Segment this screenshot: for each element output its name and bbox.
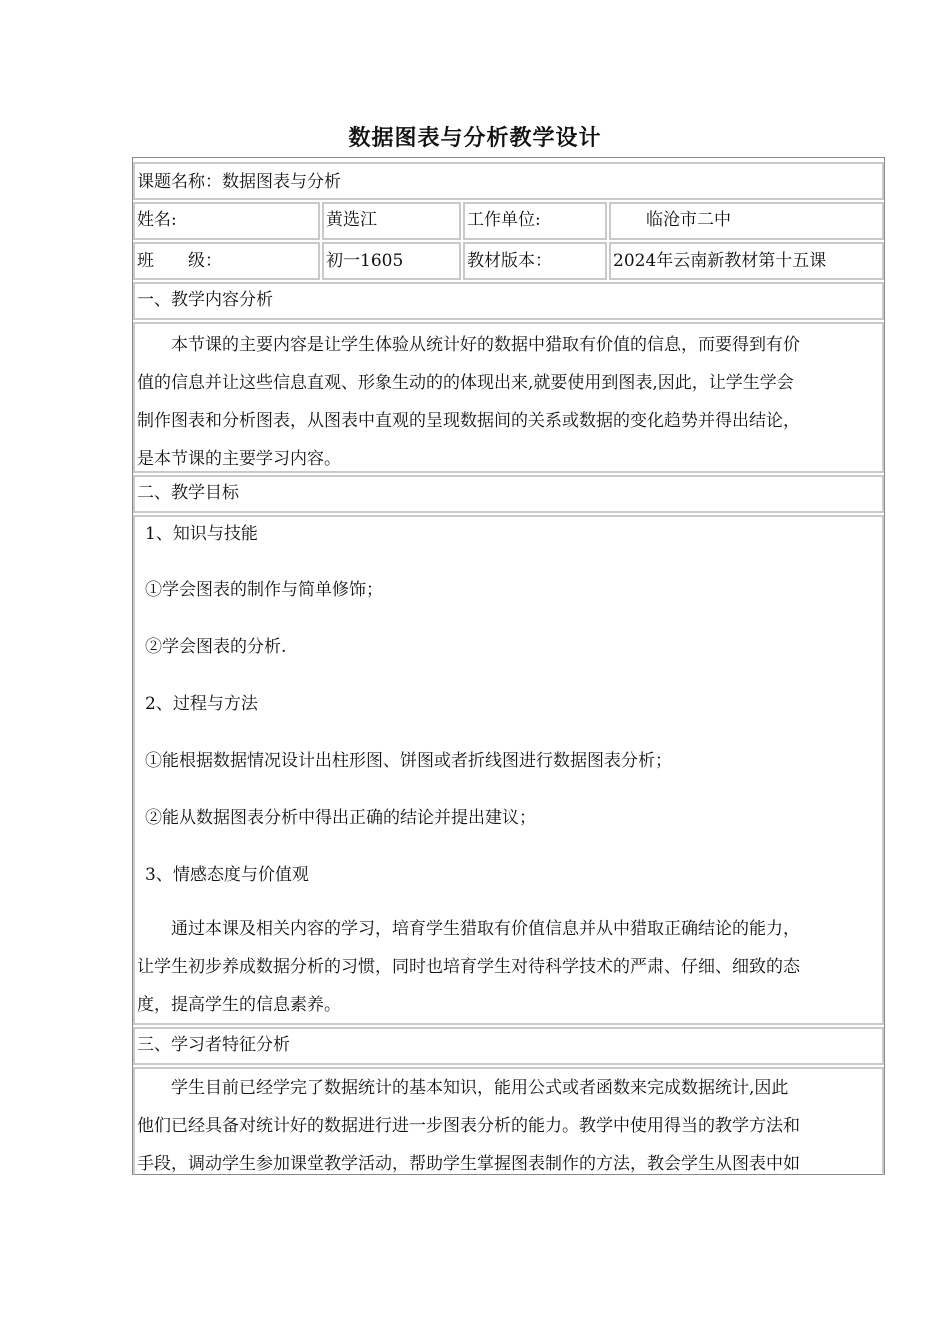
section1-line: 值的信息并让这些信息直观、形象生动的的体现出来,就要使用到图表,因此，让学生学会 — [137, 373, 794, 393]
section1-content-cell — [133, 322, 884, 473]
class-label-cell — [133, 242, 320, 280]
section3-line: 学生目前已经学完了数据统计的基本知识，能用公式或者函数来完成数据统计,因此 — [171, 1078, 789, 1098]
section2-heading-cell — [133, 475, 884, 513]
objective-item: ②学会图表的分析. — [145, 637, 287, 657]
class-value: 初一1605 — [326, 251, 404, 271]
unit-label: 工作单位: — [467, 210, 541, 230]
section3-heading: 三、学习者特征分析 — [137, 1035, 290, 1055]
edition-value-cell — [609, 242, 884, 280]
section3-paragraph — [137, 1069, 882, 1175]
section1-line: 是本节课的主要学习内容。 — [137, 449, 341, 469]
page-title: 数据图表与分析教学设计 — [348, 125, 602, 151]
topic-text: 课题名称：数据图表与分析 — [137, 172, 341, 192]
topic-cell — [133, 162, 884, 200]
class-label: 班 级： — [137, 251, 222, 271]
objective-item: ①学会图表的制作与简单修饰； — [145, 580, 383, 600]
section3-heading-cell — [133, 1027, 884, 1065]
section1-heading-cell — [133, 282, 884, 320]
name-value-cell — [322, 202, 461, 240]
objective-heading-process: 2、过程与方法 — [145, 694, 258, 714]
objective-heading-attitude: 3、情感态度与价值观 — [145, 865, 309, 885]
section2-heading: 二、教学目标 — [137, 483, 239, 503]
edition-label-cell — [463, 242, 607, 280]
section2-line: 让学生初步养成数据分析的习惯，同时也培育学生对待科学技术的严肃、仔细、细致的态 — [137, 957, 800, 977]
section2-line: 度，提高学生的信息素养。 — [137, 995, 341, 1015]
section3-content-cell — [133, 1067, 884, 1175]
section1-heading: 一、教学内容分析 — [137, 290, 273, 310]
edition-value: 2024年云南新教材第十五课 — [613, 251, 827, 271]
edition-label: 教材版本： — [467, 251, 552, 271]
section3-line: 手段，调动学生参加课堂教学活动，帮助学生掌握图表制作的方法，教会学生从图表中如 — [137, 1154, 800, 1174]
objective-item: ①能根据数据情况设计出柱形图、饼图或者折线图进行数据图表分析； — [145, 751, 672, 771]
section2-content-cell — [133, 515, 884, 1025]
section1-paragraph — [137, 326, 882, 473]
unit-value-cell — [609, 202, 884, 240]
name-label: 姓名: — [137, 210, 177, 230]
section2-paragraph — [137, 910, 882, 1024]
class-value-cell — [322, 242, 461, 280]
name-label-cell — [133, 202, 320, 240]
objective-item: ②能从数据图表分析中得出正确的结论并提出建议； — [145, 808, 536, 828]
section2-line: 通过本课及相关内容的学习，培育学生猎取有价值信息并从中猎取正确结论的能力， — [171, 919, 800, 939]
section1-line: 制作图表和分析图表，从图表中直观的呈现数据间的关系或数据的变化趋势并得出结论， — [137, 411, 800, 431]
section3-line: 他们已经具备对统计好的数据进行进一步图表分析的能力。教学中使用得当的教学方法和 — [137, 1116, 800, 1136]
unit-label-cell — [463, 202, 607, 240]
unit-value: 临沧市二中 — [646, 210, 731, 230]
objective-heading-knowledge: 1、知识与技能 — [145, 524, 258, 544]
section1-line: 本节课的主要内容是让学生体验从统计好的数据中猎取有价值的信息，而要得到有价 — [171, 335, 800, 355]
name-value: 黄选江 — [326, 210, 377, 230]
